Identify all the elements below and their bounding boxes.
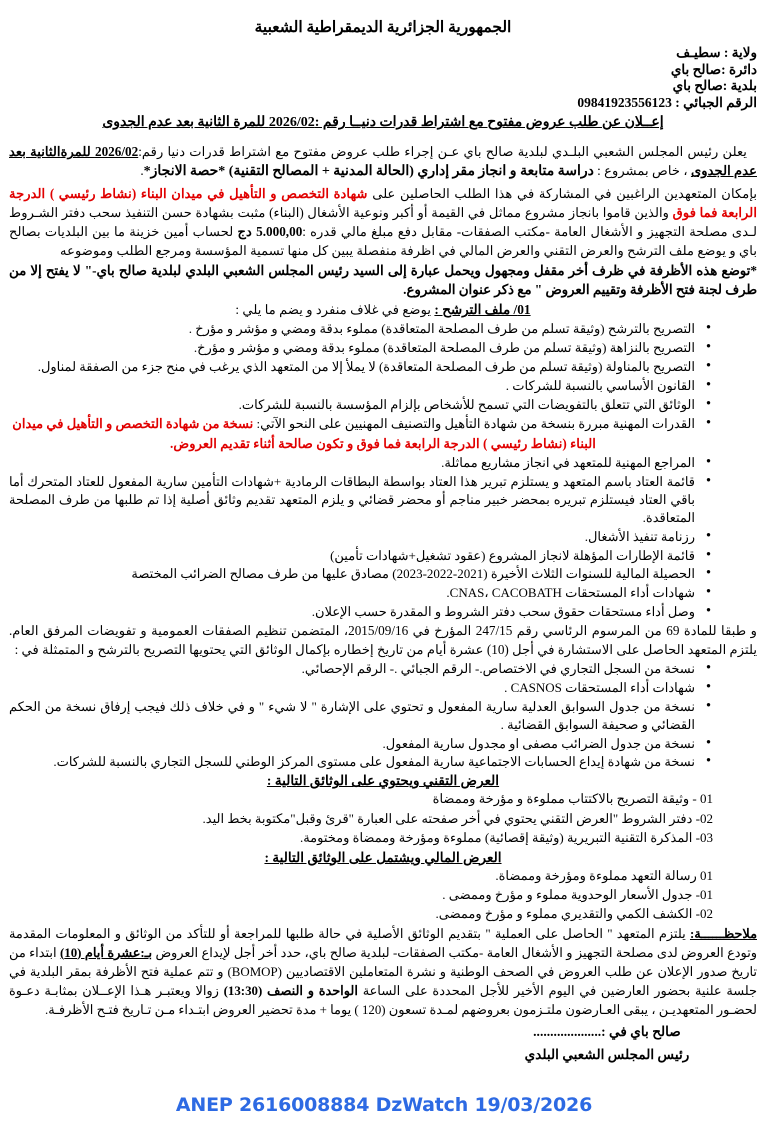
technical-offer-heading: العرض التقني ويحتوي على الوثائق التالية :	[266, 773, 500, 789]
list-item: ● الحصيلة المالية للسنوات الثلاث الأخيرة (2021-2022-2023) مصادق عليها من طرف مصالح الضرائب المختصة	[9, 565, 711, 583]
signature-place: صالح باي في :....................	[533, 1024, 681, 1040]
decree-line1: و طبقا للمادة 69 من المرسوم الرئاسي رقم 247/15 المؤرخ في 2015/09/16، المتضمن تنظيم الصفقات العمومية و تفويضات المرفق	[42, 623, 758, 639]
list-item: ● شهادات أداء المستحقات CNAS، CACOBATH.	[9, 584, 711, 602]
list-item: 02- دفتر الشروط "العرض التقني يحتوي في أخر صفحته على العبارة "قرئ وقبل"مكتوبة بخط اليد.	[202, 810, 713, 826]
fee-account: لحساب أمين خزينة ما بين البلديات	[44, 223, 238, 239]
decree-paragraph	[9, 621, 757, 659]
list-item: 03- المذكرة التقنية التبريرية (وثيقة إقصائية) مملوءة ومؤرخة وممضاة ومختومة.	[299, 829, 713, 845]
degree-highlight: الدرجة الرابعة فما فوق	[9, 185, 757, 220]
tender-reference: 2026/02	[94, 144, 139, 160]
qualification-prefix: القدرات المهنية مبررة بنسخة من شهادة التأهيل والتصنيف المهنيين على النحو الآتي:	[253, 416, 695, 432]
list-item: ● نسخة من شهادة إيداع الحسابات الاجتماعية سارية المفعول على مستوى المركز الوطني للسجل التجاري بالنسبة للشركات.	[9, 753, 711, 771]
capability-document-list	[9, 454, 757, 621]
sealed-envelope-instruction	[9, 261, 757, 300]
signature-title: رئيس المجلس الشعبي البلدي	[524, 1046, 690, 1062]
intro-line2-underline: الثانية بعد عدم الجدوى	[9, 144, 757, 179]
candidature-section-heading	[9, 300, 757, 319]
intro-paragraph	[9, 142, 757, 182]
intro-line2-rest: ، خاص بمشروع :	[593, 163, 691, 179]
sealed-envelope-line1: *توضع هذه الأظرفة في ظرف أخر مقفل ومجهول ويحمل عبارة إلى السيد رئيس المجلس الشعبي البلدي لبلدية صالح باي-" لا يفتح إلا من طرف	[9, 262, 757, 297]
list-item: ● نسخة من السجل التجاري في الاختصاص.- الرقم الجبائي .- الرقم الإحصائي.	[9, 660, 711, 678]
anep-reference: ANEP 2616008884 DzWatch 19/03/2026	[175, 1094, 593, 1116]
list-item: ● نسخة من جدول السوابق العدلية سارية المفعول و تحتوي على الإشارة " لا شيء " و في خلاف ذلك فيجب إرفاق نسخة من الحكم القضائي و صحيفة السوابق القضائية .	[9, 698, 711, 734]
fee-currency: دج	[237, 223, 257, 239]
baladia-line: بلدية :صالح باي	[672, 78, 757, 94]
intro-line2-end: .	[140, 163, 144, 179]
list-item: 02- الكشف الكمي والتقديري مملوء و مؤرخ وممضى.	[435, 906, 713, 922]
list-item: ● قائمة الإطارات المؤهلة لانجاز المشروع (عقود تشغيل+شهادات تأمين)	[9, 547, 711, 565]
administrative-header	[9, 45, 757, 111]
list-item: ● التصريح بالترشح (وثيقة تسلم من طرف المصلحة المتعاقدة) مملوء بدقة ومضي و مؤشر و مؤرخ .	[9, 320, 711, 338]
list-item: ● شهادات أداء المستحقات CASNOS .	[9, 679, 711, 697]
list-item: ● رزنامة تنفيذ الأشغال.	[9, 528, 711, 546]
note-label: ملاحظــــــة:	[689, 926, 757, 941]
technical-offer-list	[9, 790, 757, 847]
republic-title: الجمهورية الجزائرية الديمقراطية الشعبية	[254, 19, 512, 36]
list-item: 01 رسالة التعهد مملوءة ومؤرخة وممضاة.	[495, 867, 713, 883]
project-name: دراسة متابعة و انجاز مقر إداري (الحالة المدنية + المصالح التقنية) *حصة الانجاز*	[143, 164, 594, 180]
intro-line1b: للمرة	[60, 144, 95, 160]
list-item: 01- جدول الأسعار الوحدوية مملوء و مؤرخ وممضى .	[442, 886, 713, 902]
daira-line: دائرة :صالح باي	[670, 61, 757, 77]
candidature-heading-label: 01/ ملف الترشح :	[434, 302, 531, 318]
tax-number-value: 09841923556123	[577, 94, 672, 110]
list-item-qualification	[9, 415, 711, 433]
deadline-days: بـ:عشرة أيام (10)	[59, 945, 153, 960]
list-item: ● التصريح بالنزاهة (وثيقة تسلم من طرف المصلحة المتعاقدة) مملوء بدقة ومضي و مؤشر و مؤرخ.	[9, 339, 711, 357]
note-paragraph	[9, 925, 757, 1020]
intro-line1a: يعلن رئيس المجلس الشعبي البلـدي لبلدية صالح باي عـن إجراء طلب عروض مفتوح مع اشتراط قدرات دنيا رقم:	[138, 144, 747, 160]
eligibility-line3a: بإمكان المتعهدين الراغبين في المشاركة في هذا الطلب الحاصلين على	[367, 185, 758, 201]
note-line6: تسعون (120 ) يوما + مدة تحضير العروض ابتـداء مـن تـاريخ فتـح الأظرفـة.	[45, 1003, 427, 1018]
announcement-title: إعــلان عن طلب عروض مفتوح مع اشتراط قدرات دنيــا رقم :2026/02 للمرة الثانية بعد عدم الجدوى	[102, 115, 664, 131]
decree-line3: المتمثلة في :	[14, 642, 85, 658]
eligibility-line4-rest: والذين قاموا بانجاز مشروع مماثل في القيمة أو أكبر ونوعية الأشغال (البناء) مثبت بشهادة حسن التنفيذ سحب دفتر	[61, 204, 673, 220]
tax-number-line	[9, 95, 757, 111]
list-item: ● نسخة من جدول الضرائب مصفى او مجدول سارية المفعول.	[9, 735, 711, 753]
list-item: ● القانون الأساسي بالنسبة للشركات .	[9, 377, 711, 395]
note-line3-rest: ابتداء من تاريخ صدور الإعلان عن طلب العروض في الصحف الوطنية و نشرة المتعاملين الاقتصاديين (BOMOP)	[9, 945, 757, 979]
financial-offer-heading: العرض المالي ويشتمل على الوثائق التالية :	[264, 849, 502, 865]
envelope-line6: بصالح باي و يوضع ملف الترشح والعرض التقني والعرض المالي في اظرفة منفصلة يبين كل منها تسمية المؤسسة ومرجع الطلب وموضوعه	[9, 223, 757, 258]
fee-amount: 5.000,00	[256, 223, 303, 239]
list-item: 01 - وثيقة التصريح بالاكتتاب مملوءة و مؤرخة وممضاة	[432, 791, 713, 807]
list-item: ● التصريح بالمناولة (وثيقة تسلم من طرف المصلحة المتعاقدة) لا يملأ إلا من المتعهد الذي يرغب في منح جزء من الصفقة لمناول.	[9, 358, 711, 376]
candidature-heading-rest: يوضع في غلاف منفرد و يضم ما يلي :	[235, 302, 435, 318]
withdrawal-line5: الشـروط لـدى مصلحة التجهيز و الأشغال العامة -مكتب الصفقات- مقابل دفع مبلغ مالي قدره :	[9, 204, 757, 239]
footer	[0, 1094, 768, 1116]
qualification-red-line2-wrap	[9, 434, 757, 453]
signature-place-row	[9, 1022, 757, 1042]
qualification-red-1: نسخة من شهادة التخصص و التأهيل في ميدان	[12, 416, 254, 432]
note-line5-rest: زوالا ويعتبـر هـذا الإعــلان بمثابـة دعـوة لحضـور المتعهديـن ، يبقى العـارضون ملتـزمون بعروضهم لمـدة	[9, 984, 757, 1018]
completion-document-list	[9, 660, 757, 771]
signature-block	[9, 1022, 757, 1065]
qualification-certificate-highlight: شهادة التخصص و التأهيل في ميدان البناء (نشاط رئيسي )	[49, 185, 368, 201]
note-line2: المقدمة وتودع العروض لدى مصلحة التجهيز و الأشغال العامة -مكتب الصفقات- لبلدية صالح باي، حدد أخر أجل لإيداع العروض	[9, 926, 758, 960]
opening-time-numeric: (13:30)	[223, 984, 263, 999]
opening-time-words: الواحدة و النصف	[267, 984, 358, 999]
note-line1: يلتزم المتعهد " الحاصل على العملية " بتقديم الوثائق الأصلية في حالة طلبها للمراجعة أو للتأكد من الوثائق و المعلومات	[55, 926, 690, 941]
decree-line2: العام. يلتزم المتعهد الحاصل على الاستشارة في أجل (10) عشرة أيام من تاريخ إخطاره بإكمال الوثائق التي يحتويها التصريح بالترشح و	[9, 623, 757, 658]
eligibility-paragraph	[9, 184, 757, 260]
list-item: ● وصل أداء مستحقات حقوق سحب دفتر الشروط و المقدرة حسب الإعلان.	[9, 603, 711, 621]
list-item: ● المراجع المهنية للمتعهد في انجاز مشاريع مماثلة.	[9, 454, 711, 472]
tax-number-label: الرقم الجبائي :	[675, 94, 757, 110]
sealed-envelope-line2: لجنة فتح الأظرفة وتقييم العروض " مع ذكر عنوان المشروع.	[403, 281, 722, 297]
wilaya-line: ولاية : سطيـف	[676, 45, 757, 61]
qualification-red-2: البناء (نشاط رئيسي ) الدرجة الرابعة فما فوق و تكون صالحة أثناء تقديم العروض.	[170, 436, 596, 452]
note-line4a: و تتم عملية فتح الأظرفة بمقر البلدية في جلسة علنية بحضور العارضين في اليوم الأخير للأجل المحددة على الساعة	[9, 964, 757, 999]
list-item: ● قائمة العتاد باسم المتعهد و يستلزم تبرير هذا العتاد بواسطة البطاقات الرمادية +شهادات التأمين سارية المفعول للعتاد المتحرك أما باقي العتاد فيستلزم تبريره بمحضر خبير مناجم أو محضر قضائي و يلزم المتعهد تقديم وثائق أصلية إذا تم طلبها من طرف المصلحة المتعاقدة.	[9, 473, 711, 528]
candidature-document-list	[9, 320, 757, 433]
financial-offer-list	[9, 867, 757, 924]
list-item: ● الوثائق التي تتعلق بالتفويضات التي تسمح للأشخاص بإلزام المؤسسة بالنسبة للشركات.	[9, 396, 711, 414]
